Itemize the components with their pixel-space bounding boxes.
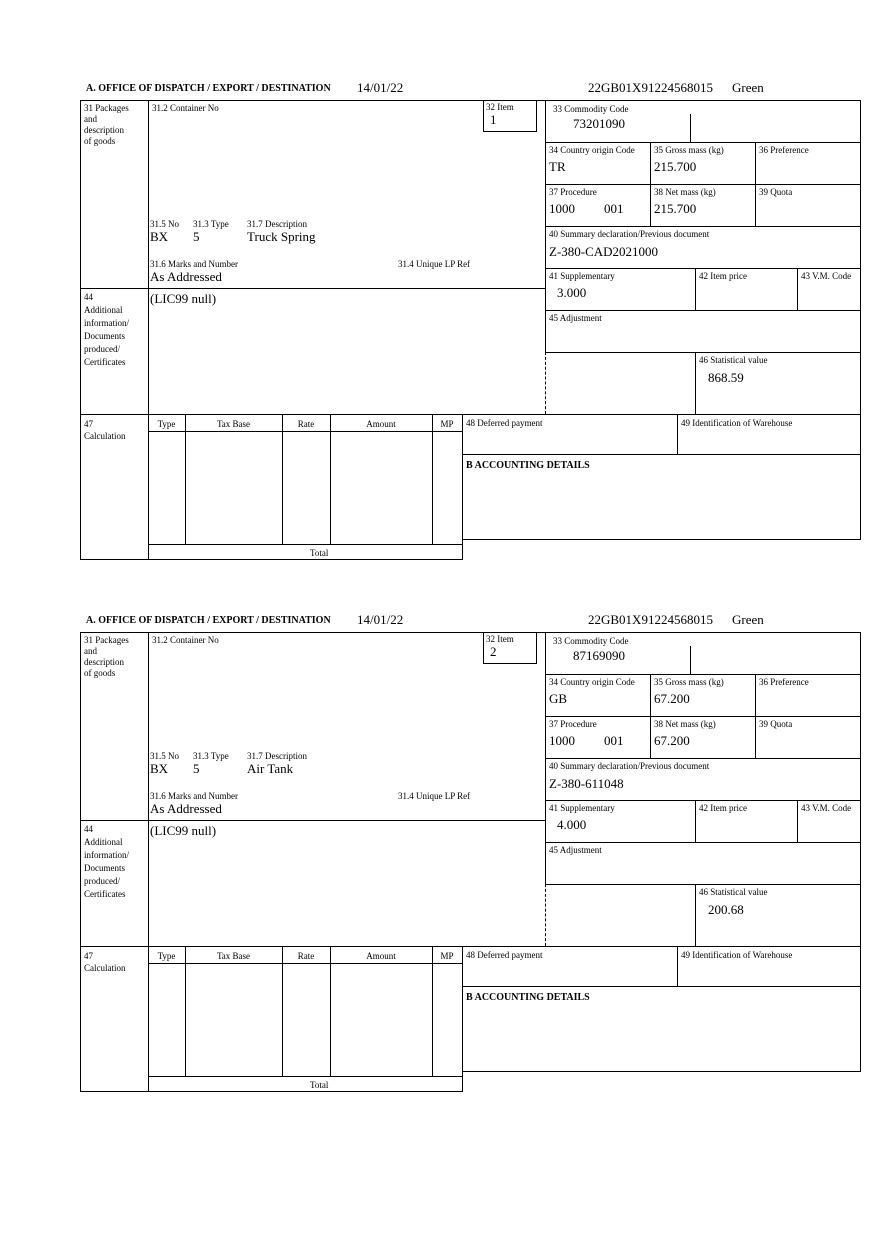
net-mass-value: 215.700	[654, 201, 697, 216]
dashed-border-line	[545, 352, 546, 414]
packages-no-value: BX	[150, 761, 169, 776]
border-line	[462, 1071, 861, 1072]
marks-numbers-label: 31.6 Marks and Number	[150, 259, 238, 269]
calc-header-amount: Amount	[366, 419, 396, 429]
calc-header-tax-base: Tax Base	[216, 951, 251, 961]
box-44-label-line: information/	[84, 850, 129, 860]
border-line	[432, 414, 433, 545]
box-31-label-line: and	[84, 114, 97, 124]
marks-numbers-value: As Addressed	[150, 801, 222, 816]
item-form-grid	[80, 100, 861, 561]
description-label: 31.7 Description	[247, 751, 307, 761]
gross-mass-value: 215.700	[654, 159, 697, 174]
unique-lp-ref-label: 31.4 Unique LP Ref	[398, 791, 471, 801]
warehouse-id-label: 49 Identification of Warehouse	[681, 418, 793, 428]
box-44-label-line: produced/	[84, 876, 120, 886]
border-line	[148, 100, 149, 560]
border-line	[797, 800, 798, 842]
packages-no-value: BX	[150, 229, 169, 244]
description-label: 31.7 Description	[247, 219, 307, 229]
deferred-payment-label: 48 Deferred payment	[466, 418, 543, 428]
box-31-label	[84, 103, 146, 147]
country-origin-value: GB	[549, 691, 568, 706]
border-line	[545, 800, 861, 801]
border-line	[148, 1076, 462, 1077]
box-44-label-line: Certificates	[84, 357, 126, 367]
procedure-value-2: 001	[604, 201, 624, 216]
declaration-reference: 22GB01X91224568015	[588, 80, 713, 95]
border-line	[755, 674, 756, 758]
deferred-payment-label: 48 Deferred payment	[466, 950, 543, 960]
calc-header-tax-base: Tax Base	[216, 419, 251, 429]
box-44-label-line: produced/	[84, 344, 120, 354]
procedure-value: 1000	[549, 201, 575, 216]
border-line	[462, 946, 463, 1092]
box-44-label-line: 44	[84, 824, 93, 834]
border-line	[80, 632, 861, 633]
item-number-label: 32 Item	[486, 102, 514, 112]
box-44-label-line: Additional	[84, 305, 123, 315]
item-number-value: 1	[490, 112, 497, 127]
box-47-label-line: 47	[84, 419, 93, 429]
border-line	[545, 716, 861, 717]
border-line	[695, 800, 696, 842]
border-line	[462, 454, 861, 455]
border-line	[80, 288, 545, 289]
calc-header-rate: Rate	[297, 419, 315, 429]
container-no-label: 31.2 Container No	[152, 103, 219, 113]
border-line	[80, 820, 545, 821]
border-line	[80, 100, 861, 101]
box-44-label	[84, 291, 146, 369]
border-line	[330, 414, 331, 545]
previous-document-label: 40 Summary declaration/Previous document	[549, 761, 710, 771]
border-line	[148, 431, 462, 432]
statistical-value-label: 46 Statistical value	[699, 887, 768, 897]
border-line	[545, 226, 861, 227]
adjustment-label: 45 Adjustment	[549, 313, 602, 323]
declaration-date: 14/01/22	[357, 80, 404, 95]
calc-total-label: Total	[310, 1080, 329, 1090]
box-47-label	[84, 418, 146, 442]
border-line	[80, 100, 81, 560]
border-line	[860, 100, 861, 540]
box-44-label-line: 44	[84, 292, 93, 302]
country-origin-label: 34 Country origin Code	[549, 145, 635, 155]
border-line	[545, 842, 861, 843]
previous-document-label: 40 Summary declaration/Previous document	[549, 229, 710, 239]
border-line	[860, 632, 861, 1072]
box-31-label-line: 31 Packages	[84, 103, 129, 113]
border-line	[330, 946, 331, 1077]
item-number-label: 32 Item	[486, 634, 514, 644]
box-47-label-line: Calculation	[84, 431, 126, 441]
border-line	[432, 946, 433, 1077]
packages-type-label: 31.3 Type	[193, 751, 229, 761]
box-31-label-line: description	[84, 657, 124, 667]
calc-header-type: Type	[157, 419, 176, 429]
supplementary-value: 4.000	[557, 817, 587, 832]
item-price-label: 42 Item price	[699, 271, 747, 281]
quota-label: 39 Quota	[759, 719, 793, 729]
item-number-value: 2	[490, 644, 497, 659]
border-line	[148, 632, 149, 1092]
packages-type-label: 31.3 Type	[193, 219, 229, 229]
declaration-date: 14/01/22	[357, 612, 404, 627]
border-line	[545, 142, 861, 143]
item-block-1	[80, 78, 862, 562]
additional-information-value: (LIC99 null)	[150, 823, 217, 838]
border-line	[545, 758, 861, 759]
border-line	[282, 414, 283, 545]
gross-mass-label: 35 Gross mass (kg)	[654, 677, 724, 687]
border-line	[677, 414, 678, 455]
border-line	[545, 268, 861, 269]
accounting-details-label: B ACCOUNTING DETAILS	[466, 460, 590, 471]
box-31-label-line: and	[84, 646, 97, 656]
commodity-code-label: 33 Commodity Code	[553, 636, 629, 646]
item-price-label: 42 Item price	[699, 803, 747, 813]
statistical-value-label: 46 Statistical value	[699, 355, 768, 365]
border-line	[148, 544, 462, 545]
goods-description-value: Air Tank	[247, 761, 294, 776]
procedure-value: 1000	[549, 733, 575, 748]
box-31-label-line: of goods	[84, 668, 116, 678]
procedure-value-2: 001	[604, 733, 624, 748]
box-47-label-line: 47	[84, 951, 93, 961]
commodity-code-tick	[690, 646, 691, 674]
border-line	[695, 268, 696, 310]
box-44-label-line: information/	[84, 318, 129, 328]
supplementary-label: 41 Supplementary	[549, 803, 615, 813]
border-line	[650, 674, 651, 758]
previous-document-value: Z-380-611048	[549, 776, 624, 791]
routing-status: Green	[732, 612, 764, 627]
commodity-code-label: 33 Commodity Code	[553, 104, 629, 114]
supplementary-value: 3.000	[557, 285, 587, 300]
border-line	[462, 414, 463, 560]
border-line	[755, 142, 756, 226]
calc-header-mp: MP	[440, 419, 454, 429]
vm-code-label: 43 V.M. Code	[801, 271, 852, 281]
box-31-label-line: of goods	[84, 136, 116, 146]
border-line	[650, 142, 651, 226]
border-line	[462, 986, 861, 987]
box-44-label	[84, 823, 146, 901]
border-line	[545, 674, 861, 675]
border-line	[148, 963, 462, 964]
marks-numbers-value: As Addressed	[150, 269, 222, 284]
box-47-label-line: Calculation	[84, 963, 126, 973]
packages-no-label: 31.5 No	[150, 219, 179, 229]
border-line	[80, 946, 861, 947]
warehouse-id-label: 49 Identification of Warehouse	[681, 950, 793, 960]
calc-header-rate: Rate	[297, 951, 315, 961]
routing-status: Green	[732, 80, 764, 95]
border-line	[185, 946, 186, 1077]
border-line	[80, 1091, 463, 1092]
border-line	[677, 946, 678, 987]
procedure-label: 37 Procedure	[549, 719, 597, 729]
previous-document-value: Z-380-CAD2021000	[549, 244, 659, 259]
calc-header-type: Type	[157, 951, 176, 961]
dashed-border-line	[545, 884, 546, 946]
section-a-label: A. OFFICE OF DISPATCH / EXPORT / DESTINATION	[86, 83, 331, 94]
vm-code-label: 43 V.M. Code	[801, 803, 852, 813]
quota-label: 39 Quota	[759, 187, 793, 197]
packages-type-value: 5	[193, 229, 200, 244]
box-44-label-line: Documents	[84, 863, 125, 873]
packages-no-label: 31.5 No	[150, 751, 179, 761]
procedure-label: 37 Procedure	[549, 187, 597, 197]
calc-header-amount: Amount	[366, 951, 396, 961]
net-mass-label: 38 Net mass (kg)	[654, 187, 716, 197]
net-mass-value: 67.200	[654, 733, 690, 748]
border-line	[545, 310, 861, 311]
country-origin-label: 34 Country origin Code	[549, 677, 635, 687]
box-31-label-line: description	[84, 125, 124, 135]
calc-header-mp: MP	[440, 951, 454, 961]
preference-label: 36 Preference	[759, 677, 809, 687]
item-block-2	[80, 610, 862, 1094]
commodity-code-value: 87169090	[573, 648, 625, 663]
additional-information-value: (LIC99 null)	[150, 291, 217, 306]
packages-type-value: 5	[193, 761, 200, 776]
commodity-code-tick	[690, 114, 691, 142]
box-47-label	[84, 950, 146, 974]
commodity-code-value: 73201090	[573, 116, 625, 131]
statistical-value-value: 868.59	[708, 370, 744, 385]
accounting-details-label: B ACCOUNTING DETAILS	[466, 992, 590, 1003]
container-no-label: 31.2 Container No	[152, 635, 219, 645]
box-31-label-line: 31 Packages	[84, 635, 129, 645]
box-44-label-line: Additional	[84, 837, 123, 847]
border-line	[545, 184, 861, 185]
marks-numbers-label: 31.6 Marks and Number	[150, 791, 238, 801]
calc-total-label: Total	[310, 548, 329, 558]
country-origin-value: TR	[549, 159, 566, 174]
border-line	[80, 414, 861, 415]
box-44-label-line: Certificates	[84, 889, 126, 899]
border-line	[462, 539, 861, 540]
border-line	[797, 268, 798, 310]
section-a-label: A. OFFICE OF DISPATCH / EXPORT / DESTINATION	[86, 615, 331, 626]
box-44-label-line: Documents	[84, 331, 125, 341]
adjustment-label: 45 Adjustment	[549, 845, 602, 855]
goods-description-value: Truck Spring	[247, 229, 316, 244]
declaration-reference: 22GB01X91224568015	[588, 612, 713, 627]
net-mass-label: 38 Net mass (kg)	[654, 719, 716, 729]
unique-lp-ref-label: 31.4 Unique LP Ref	[398, 259, 471, 269]
gross-mass-value: 67.200	[654, 691, 690, 706]
border-line	[80, 559, 463, 560]
border-line	[185, 414, 186, 545]
preference-label: 36 Preference	[759, 145, 809, 155]
border-line	[282, 946, 283, 1077]
gross-mass-label: 35 Gross mass (kg)	[654, 145, 724, 155]
supplementary-label: 41 Supplementary	[549, 271, 615, 281]
item-form-grid	[80, 632, 861, 1093]
statistical-value-value: 200.68	[708, 902, 744, 917]
box-31-label	[84, 635, 146, 679]
border-line	[80, 632, 81, 1092]
